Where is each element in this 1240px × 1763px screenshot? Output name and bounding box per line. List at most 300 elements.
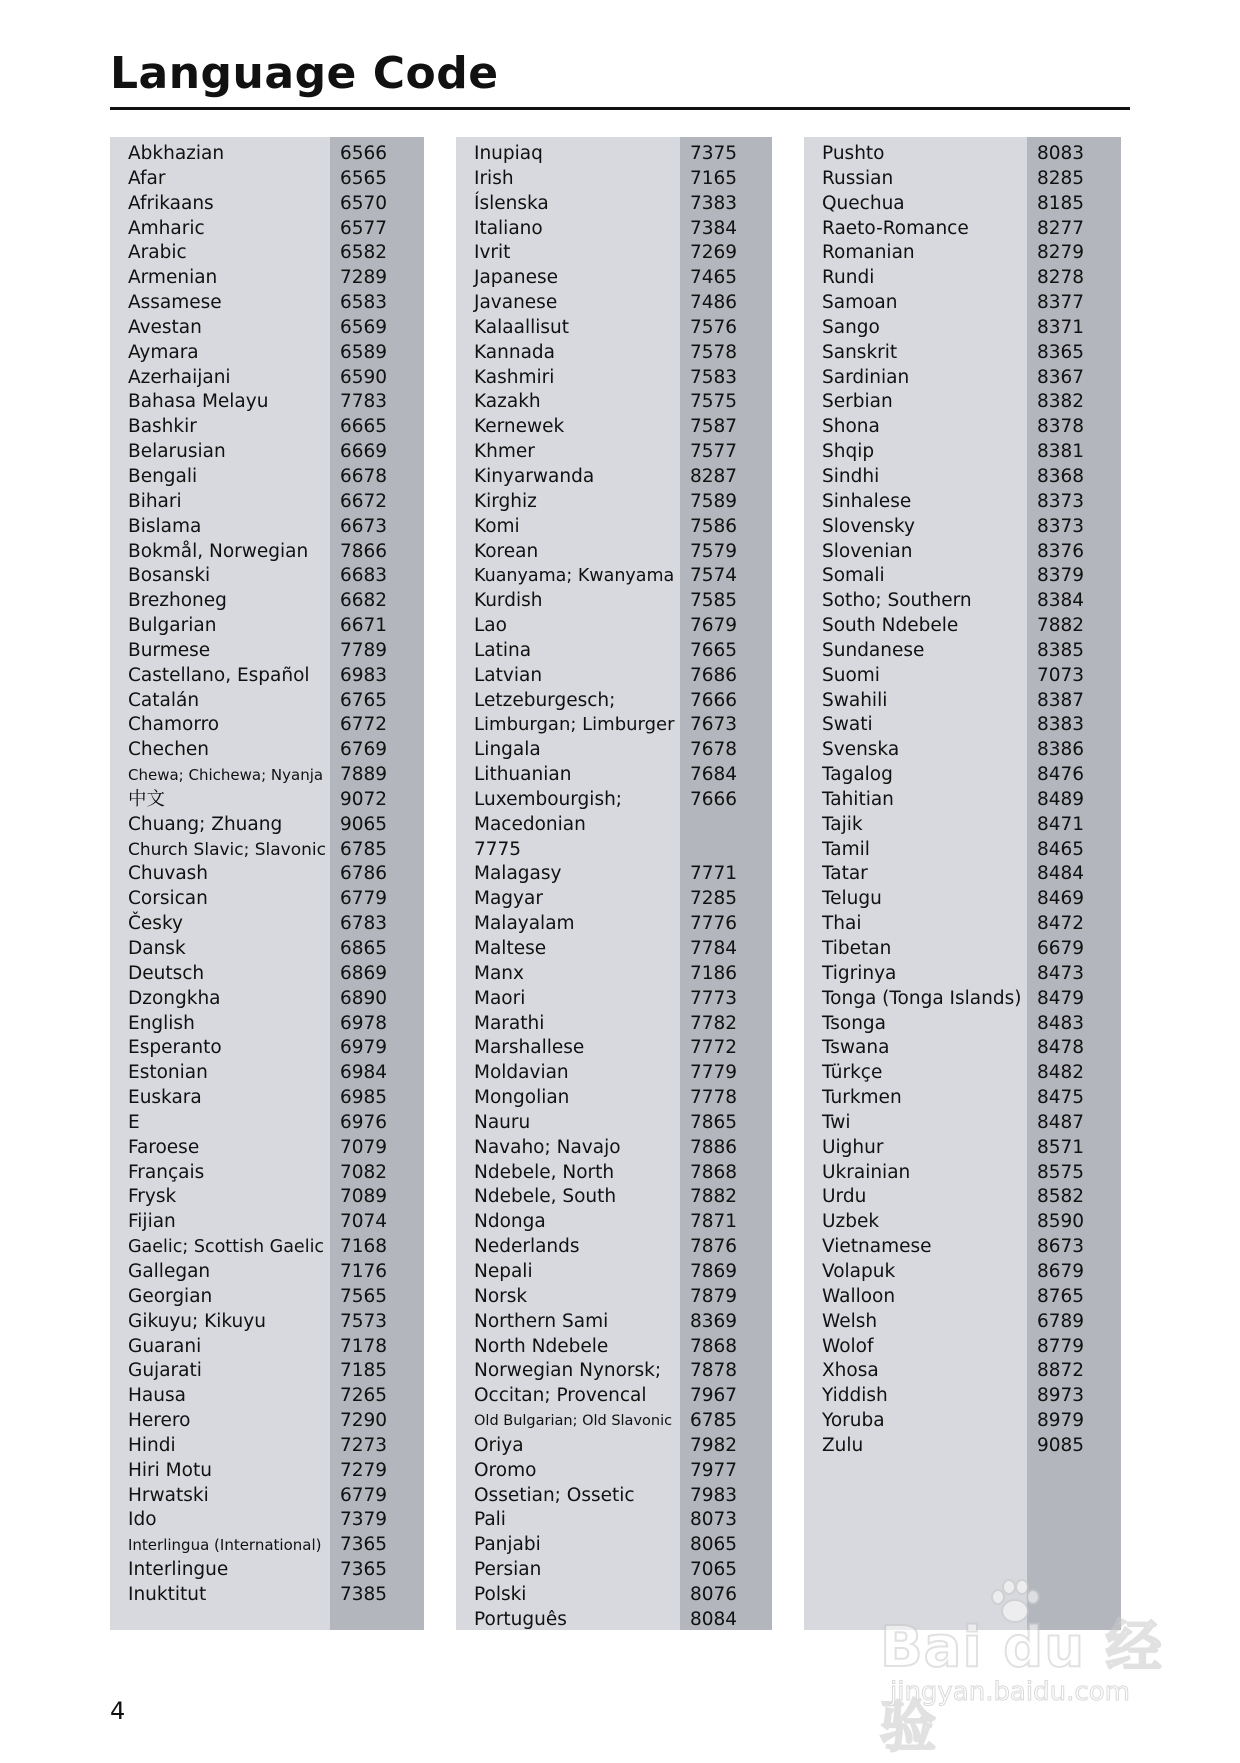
language-name: Slovenian	[822, 540, 913, 562]
language-row	[456, 1608, 772, 1633]
language-row	[456, 1384, 772, 1409]
language-code: 7185	[340, 1360, 388, 1382]
language-code: 7977	[690, 1459, 738, 1481]
language-name: Euskara	[128, 1087, 202, 1109]
language-code: 7289	[340, 267, 388, 289]
language-row	[456, 1185, 772, 1210]
language-code: 7079	[340, 1136, 388, 1158]
language-code: 8471	[1037, 813, 1085, 835]
language-code: 8473	[1037, 962, 1085, 984]
language-name: Burmese	[128, 639, 211, 661]
language-code: 8679	[1037, 1260, 1085, 1282]
language-name: Somali	[822, 565, 885, 587]
language-code: 6679	[1037, 938, 1085, 959]
language-row	[110, 1459, 424, 1484]
language-code: 7773	[690, 987, 738, 1009]
language-name: Kurdish	[474, 590, 543, 612]
language-row	[456, 1508, 772, 1533]
language-code: 7574	[690, 565, 738, 587]
language-name: Maltese	[474, 938, 547, 959]
language-row	[110, 415, 424, 440]
language-row	[804, 589, 1121, 614]
language-name: Afar	[128, 167, 166, 189]
language-name: Suomi	[822, 664, 880, 686]
language-name: Marathi	[474, 1012, 545, 1034]
language-code: 8279	[1037, 242, 1085, 264]
language-row	[110, 962, 424, 987]
language-code: 6786	[340, 863, 388, 885]
language-name: Interlingue	[128, 1559, 229, 1581]
language-row	[804, 465, 1121, 490]
language-name: Tigrinya	[822, 962, 897, 984]
language-name: Tibetan	[822, 938, 892, 959]
language-name: Sundanese	[822, 639, 925, 661]
language-row	[804, 1036, 1121, 1061]
language-name: Nauru	[474, 1111, 531, 1133]
language-name: Walloon	[822, 1285, 896, 1307]
language-row	[110, 1061, 424, 1086]
language-name: Assamese	[128, 292, 222, 314]
language-code: 6869	[340, 962, 388, 984]
language-code: 6590	[340, 366, 388, 388]
language-column-2	[456, 137, 772, 1630]
title-rule	[110, 107, 1130, 110]
language-row	[456, 1434, 772, 1459]
language-name: Inupiaq	[474, 143, 543, 164]
language-name: Yoruba	[822, 1410, 885, 1432]
language-row	[804, 1061, 1121, 1086]
language-row	[456, 987, 772, 1012]
language-code: 6682	[340, 590, 388, 612]
watermark-brand: Bai du 经验	[880, 1615, 1163, 1760]
language-row	[804, 738, 1121, 763]
language-row	[110, 1161, 424, 1186]
language-row	[456, 788, 772, 813]
language-code: 8979	[1037, 1410, 1085, 1432]
language-name: Íslenska	[474, 192, 549, 214]
language-code: 6783	[340, 913, 388, 935]
language-name: Ukrainian	[822, 1161, 911, 1183]
language-row	[804, 763, 1121, 788]
language-name: Azerhaijani	[128, 366, 231, 388]
language-name: Persian	[474, 1559, 542, 1581]
language-name: Komi	[474, 515, 520, 537]
language-code: 7073	[1037, 664, 1085, 686]
language-row	[456, 440, 772, 465]
language-name: Português	[474, 1608, 567, 1630]
language-code: 6779	[340, 1484, 388, 1506]
language-name: Samoan	[822, 292, 898, 314]
language-code: 8278	[1037, 267, 1085, 289]
language-code: 8478	[1037, 1037, 1085, 1059]
language-name: Abkhazian	[128, 143, 225, 164]
language-name: Ndonga	[474, 1211, 546, 1233]
language-code: 8482	[1037, 1062, 1085, 1084]
language-code: 6772	[340, 714, 388, 736]
language-code: 6779	[340, 888, 388, 910]
language-name: Estonian	[128, 1062, 208, 1084]
language-name: Marshallese	[474, 1037, 585, 1059]
language-code: 8083	[1037, 143, 1085, 164]
language-name: Shqip	[822, 441, 875, 463]
language-row	[804, 540, 1121, 565]
language-name: Fijian	[128, 1211, 176, 1233]
language-row	[456, 1161, 772, 1186]
column-rows	[804, 142, 1121, 1459]
language-name: Gaelic; Scottish Gaelic	[128, 1237, 325, 1258]
language-row	[456, 465, 772, 490]
language-name: Turkmen	[822, 1087, 902, 1109]
language-code: 8365	[1037, 341, 1085, 363]
language-name: Kuanyama; Kwanyama	[474, 566, 675, 587]
language-row	[110, 142, 424, 167]
language-name: Manx	[474, 962, 524, 984]
language-row	[456, 639, 772, 664]
language-code: 7772	[690, 1037, 738, 1059]
language-code: 8376	[1037, 540, 1085, 562]
language-row	[804, 937, 1121, 962]
language-row	[456, 1285, 772, 1310]
language-code: 7565	[340, 1285, 388, 1307]
language-code: 6582	[340, 242, 388, 264]
language-code: 7575	[690, 391, 738, 413]
language-code: 7082	[340, 1161, 388, 1183]
language-row	[456, 167, 772, 192]
language-code: 6589	[340, 341, 388, 363]
language-row	[456, 1335, 772, 1360]
language-row	[110, 540, 424, 565]
language-code: 7789	[340, 639, 388, 661]
language-code: 7269	[690, 242, 738, 264]
language-column-3	[804, 137, 1121, 1630]
language-name: Serbian	[822, 391, 893, 413]
language-row	[110, 1409, 424, 1434]
language-code: 6665	[340, 416, 388, 438]
language-row	[110, 689, 424, 714]
language-name: Chechen	[128, 739, 210, 761]
language-row	[804, 1335, 1121, 1360]
language-code: 6671	[340, 615, 388, 637]
language-code: 8373	[1037, 515, 1085, 537]
language-name: Latina	[474, 639, 532, 661]
language-code: 8277	[1037, 217, 1085, 239]
language-name: Guarani	[128, 1335, 202, 1357]
language-name: Bihari	[128, 490, 182, 512]
language-code: 6673	[340, 515, 388, 537]
language-name: Tsonga	[822, 1012, 887, 1034]
language-code: 9065	[340, 813, 388, 835]
language-row	[110, 217, 424, 242]
language-row	[110, 912, 424, 937]
language-row	[456, 192, 772, 217]
language-code: 7265	[340, 1385, 388, 1407]
language-code: 8084	[690, 1608, 738, 1630]
language-name: Norsk	[474, 1285, 528, 1307]
language-name: Bashkir	[128, 416, 197, 438]
language-code: 6669	[340, 441, 388, 463]
language-code: 8582	[1037, 1186, 1085, 1208]
language-name: Xhosa	[822, 1360, 879, 1382]
language-row	[456, 1459, 772, 1484]
language-code: 6583	[340, 292, 388, 314]
language-code: 8073	[690, 1509, 738, 1531]
language-code: 7178	[340, 1335, 388, 1357]
language-code: 7869	[690, 1260, 738, 1282]
language-code: 8076	[690, 1583, 738, 1605]
language-name: Chuvash	[128, 863, 209, 885]
language-name: Italiano	[474, 217, 543, 239]
language-row	[804, 366, 1121, 391]
language-row	[110, 316, 424, 341]
language-code: 7865	[690, 1111, 738, 1133]
language-code: 7666	[690, 788, 738, 810]
language-name: Dzongkha	[128, 987, 221, 1009]
language-code: 7065	[690, 1559, 738, 1581]
language-code: 8185	[1037, 192, 1085, 214]
language-name: Kazakh	[474, 391, 541, 413]
language-name: Chamorro	[128, 714, 220, 736]
language-row	[804, 1384, 1121, 1409]
language-name: Hiri Motu	[128, 1459, 212, 1481]
language-row	[804, 1285, 1121, 1310]
language-row	[456, 1359, 772, 1384]
language-code: 7679	[690, 615, 738, 637]
language-row	[804, 390, 1121, 415]
language-name: Hindi	[128, 1434, 176, 1456]
language-row	[110, 713, 424, 738]
language-row	[804, 1136, 1121, 1161]
language-row	[110, 763, 424, 788]
language-row	[110, 1012, 424, 1037]
language-code: 6683	[340, 565, 388, 587]
language-row	[110, 366, 424, 391]
language-code: 7983	[690, 1484, 738, 1506]
language-name: South Ndebele	[822, 615, 959, 637]
language-name: Kirghiz	[474, 490, 537, 512]
language-row	[804, 1260, 1121, 1285]
language-column-1	[110, 137, 424, 1630]
language-row	[110, 490, 424, 515]
language-row	[110, 465, 424, 490]
language-name: Ndebele, North	[474, 1161, 615, 1183]
language-row	[804, 192, 1121, 217]
language-row	[456, 366, 772, 391]
language-code: 8378	[1037, 416, 1085, 438]
language-row	[110, 987, 424, 1012]
language-code: 7779	[690, 1062, 738, 1084]
language-name: Oromo	[474, 1459, 537, 1481]
language-row	[804, 689, 1121, 714]
language-row	[804, 564, 1121, 589]
language-name: Latvian	[474, 664, 543, 686]
language-name: Kannada	[474, 341, 556, 363]
language-code: 7379	[340, 1509, 388, 1531]
language-row	[456, 1111, 772, 1136]
language-row	[456, 813, 772, 838]
language-row	[804, 1409, 1121, 1434]
language-code: 6566	[340, 143, 388, 164]
language-name: Quechua	[822, 192, 905, 214]
language-name: Georgian	[128, 1285, 213, 1307]
language-row	[110, 1310, 424, 1335]
language-row	[456, 1533, 772, 1558]
language-name: Kinyarwanda	[474, 465, 595, 487]
language-row	[804, 1310, 1121, 1335]
language-row	[456, 689, 772, 714]
language-row	[456, 962, 772, 987]
language-row	[110, 167, 424, 192]
language-code: 7168	[340, 1236, 388, 1258]
language-name: Magyar	[474, 888, 543, 910]
language-row	[456, 1484, 772, 1509]
language-row	[456, 1409, 772, 1434]
language-name: Dansk	[128, 938, 186, 959]
language-name: Tahitian	[822, 788, 894, 810]
language-row	[110, 1210, 424, 1235]
language-row	[804, 1185, 1121, 1210]
language-row	[110, 515, 424, 540]
language-row	[804, 266, 1121, 291]
language-code: 7486	[690, 292, 738, 314]
language-row	[456, 515, 772, 540]
language-code: 8673	[1037, 1236, 1085, 1258]
language-name: Pushto	[822, 143, 885, 164]
language-code: 6983	[340, 664, 388, 686]
language-row	[804, 862, 1121, 887]
language-row	[110, 1558, 424, 1583]
language-code: 7583	[690, 366, 738, 388]
language-name: 7775	[474, 838, 522, 860]
language-row	[110, 1260, 424, 1285]
language-row	[110, 1533, 424, 1558]
language-code: 6765	[340, 689, 388, 711]
language-row	[456, 763, 772, 788]
language-row	[804, 1210, 1121, 1235]
language-row	[110, 1185, 424, 1210]
language-name: Vietnamese	[822, 1236, 932, 1258]
language-name: Rundi	[822, 267, 875, 289]
language-name: Russian	[822, 167, 894, 189]
language-row	[456, 1086, 772, 1111]
language-name: Uighur	[822, 1136, 884, 1158]
language-code: 7165	[690, 167, 738, 189]
language-row	[110, 1235, 424, 1260]
language-name: Herero	[128, 1410, 191, 1432]
language-code: 7876	[690, 1236, 738, 1258]
language-code: 8483	[1037, 1012, 1085, 1034]
language-row	[804, 217, 1121, 242]
language-code: 6984	[340, 1062, 388, 1084]
language-name: Slovensky	[822, 515, 915, 537]
language-row	[804, 515, 1121, 540]
language-row	[456, 241, 772, 266]
language-row	[804, 316, 1121, 341]
language-code: 6976	[340, 1111, 388, 1133]
language-name: Shona	[822, 416, 880, 438]
language-name: Ossetian; Ossetic	[474, 1484, 635, 1506]
language-code: 7385	[340, 1583, 388, 1605]
language-code: 6985	[340, 1087, 388, 1109]
language-name: Deutsch	[128, 962, 205, 984]
language-row	[804, 887, 1121, 912]
language-row	[456, 614, 772, 639]
language-name: Yiddish	[822, 1385, 888, 1407]
language-row	[456, 738, 772, 763]
language-code: 8472	[1037, 913, 1085, 935]
watermark-url: jingyan.baidu.com	[890, 1677, 1130, 1707]
language-name: Nederlands	[474, 1236, 580, 1258]
language-row	[804, 639, 1121, 664]
language-row	[804, 912, 1121, 937]
language-row	[456, 1012, 772, 1037]
language-name: Northern Sami	[474, 1310, 609, 1332]
language-code: 7176	[340, 1260, 388, 1282]
language-name: Česky	[128, 913, 183, 935]
language-row	[110, 937, 424, 962]
language-name: 中文	[128, 788, 166, 810]
language-row	[110, 1359, 424, 1384]
language-code: 8779	[1037, 1335, 1085, 1357]
language-row	[110, 639, 424, 664]
language-code: 7587	[690, 416, 738, 438]
language-code: 8479	[1037, 987, 1085, 1009]
language-code: 6565	[340, 167, 388, 189]
language-code: 8367	[1037, 366, 1085, 388]
language-name: Armenian	[128, 267, 218, 289]
language-row	[456, 862, 772, 887]
language-name: Lingala	[474, 739, 541, 761]
language-code: 8489	[1037, 788, 1085, 810]
language-row	[110, 788, 424, 813]
language-row	[804, 142, 1121, 167]
language-name: Bulgarian	[128, 615, 217, 637]
language-code: 7186	[690, 962, 738, 984]
language-name: Kalaallisut	[474, 316, 569, 338]
language-name: Bislama	[128, 515, 202, 537]
language-row	[804, 490, 1121, 515]
language-code: 7967	[690, 1385, 738, 1407]
language-code: 8575	[1037, 1161, 1085, 1183]
language-row	[110, 564, 424, 589]
language-code: 7665	[690, 639, 738, 661]
language-code: 7783	[340, 391, 388, 413]
language-name: Inuktitut	[128, 1583, 207, 1605]
language-name: Wolof	[822, 1335, 874, 1357]
language-name: Church Slavic; Slavonic	[128, 839, 326, 860]
language-code: 6785	[690, 1410, 738, 1432]
language-code: 7578	[690, 341, 738, 363]
language-row	[804, 838, 1121, 863]
language-name: Sinhalese	[822, 490, 912, 512]
language-code: 7871	[690, 1211, 738, 1233]
language-code: 7678	[690, 739, 738, 761]
language-name: Uzbek	[822, 1211, 880, 1233]
language-name: Faroese	[128, 1136, 200, 1158]
language-code: 6672	[340, 490, 388, 512]
language-name: Malagasy	[474, 863, 562, 885]
language-name: Zulu	[822, 1434, 864, 1456]
language-row	[804, 1434, 1121, 1459]
language-name: Irish	[474, 167, 514, 189]
language-name: Gujarati	[128, 1360, 202, 1382]
language-code: 8287	[690, 465, 738, 487]
language-code: 8383	[1037, 714, 1085, 736]
language-row	[110, 1335, 424, 1360]
language-name: Javanese	[474, 292, 558, 314]
language-name: Tonga (Tonga Islands)	[822, 987, 1022, 1009]
language-code: 6979	[340, 1037, 388, 1059]
language-code: 8379	[1037, 565, 1085, 587]
